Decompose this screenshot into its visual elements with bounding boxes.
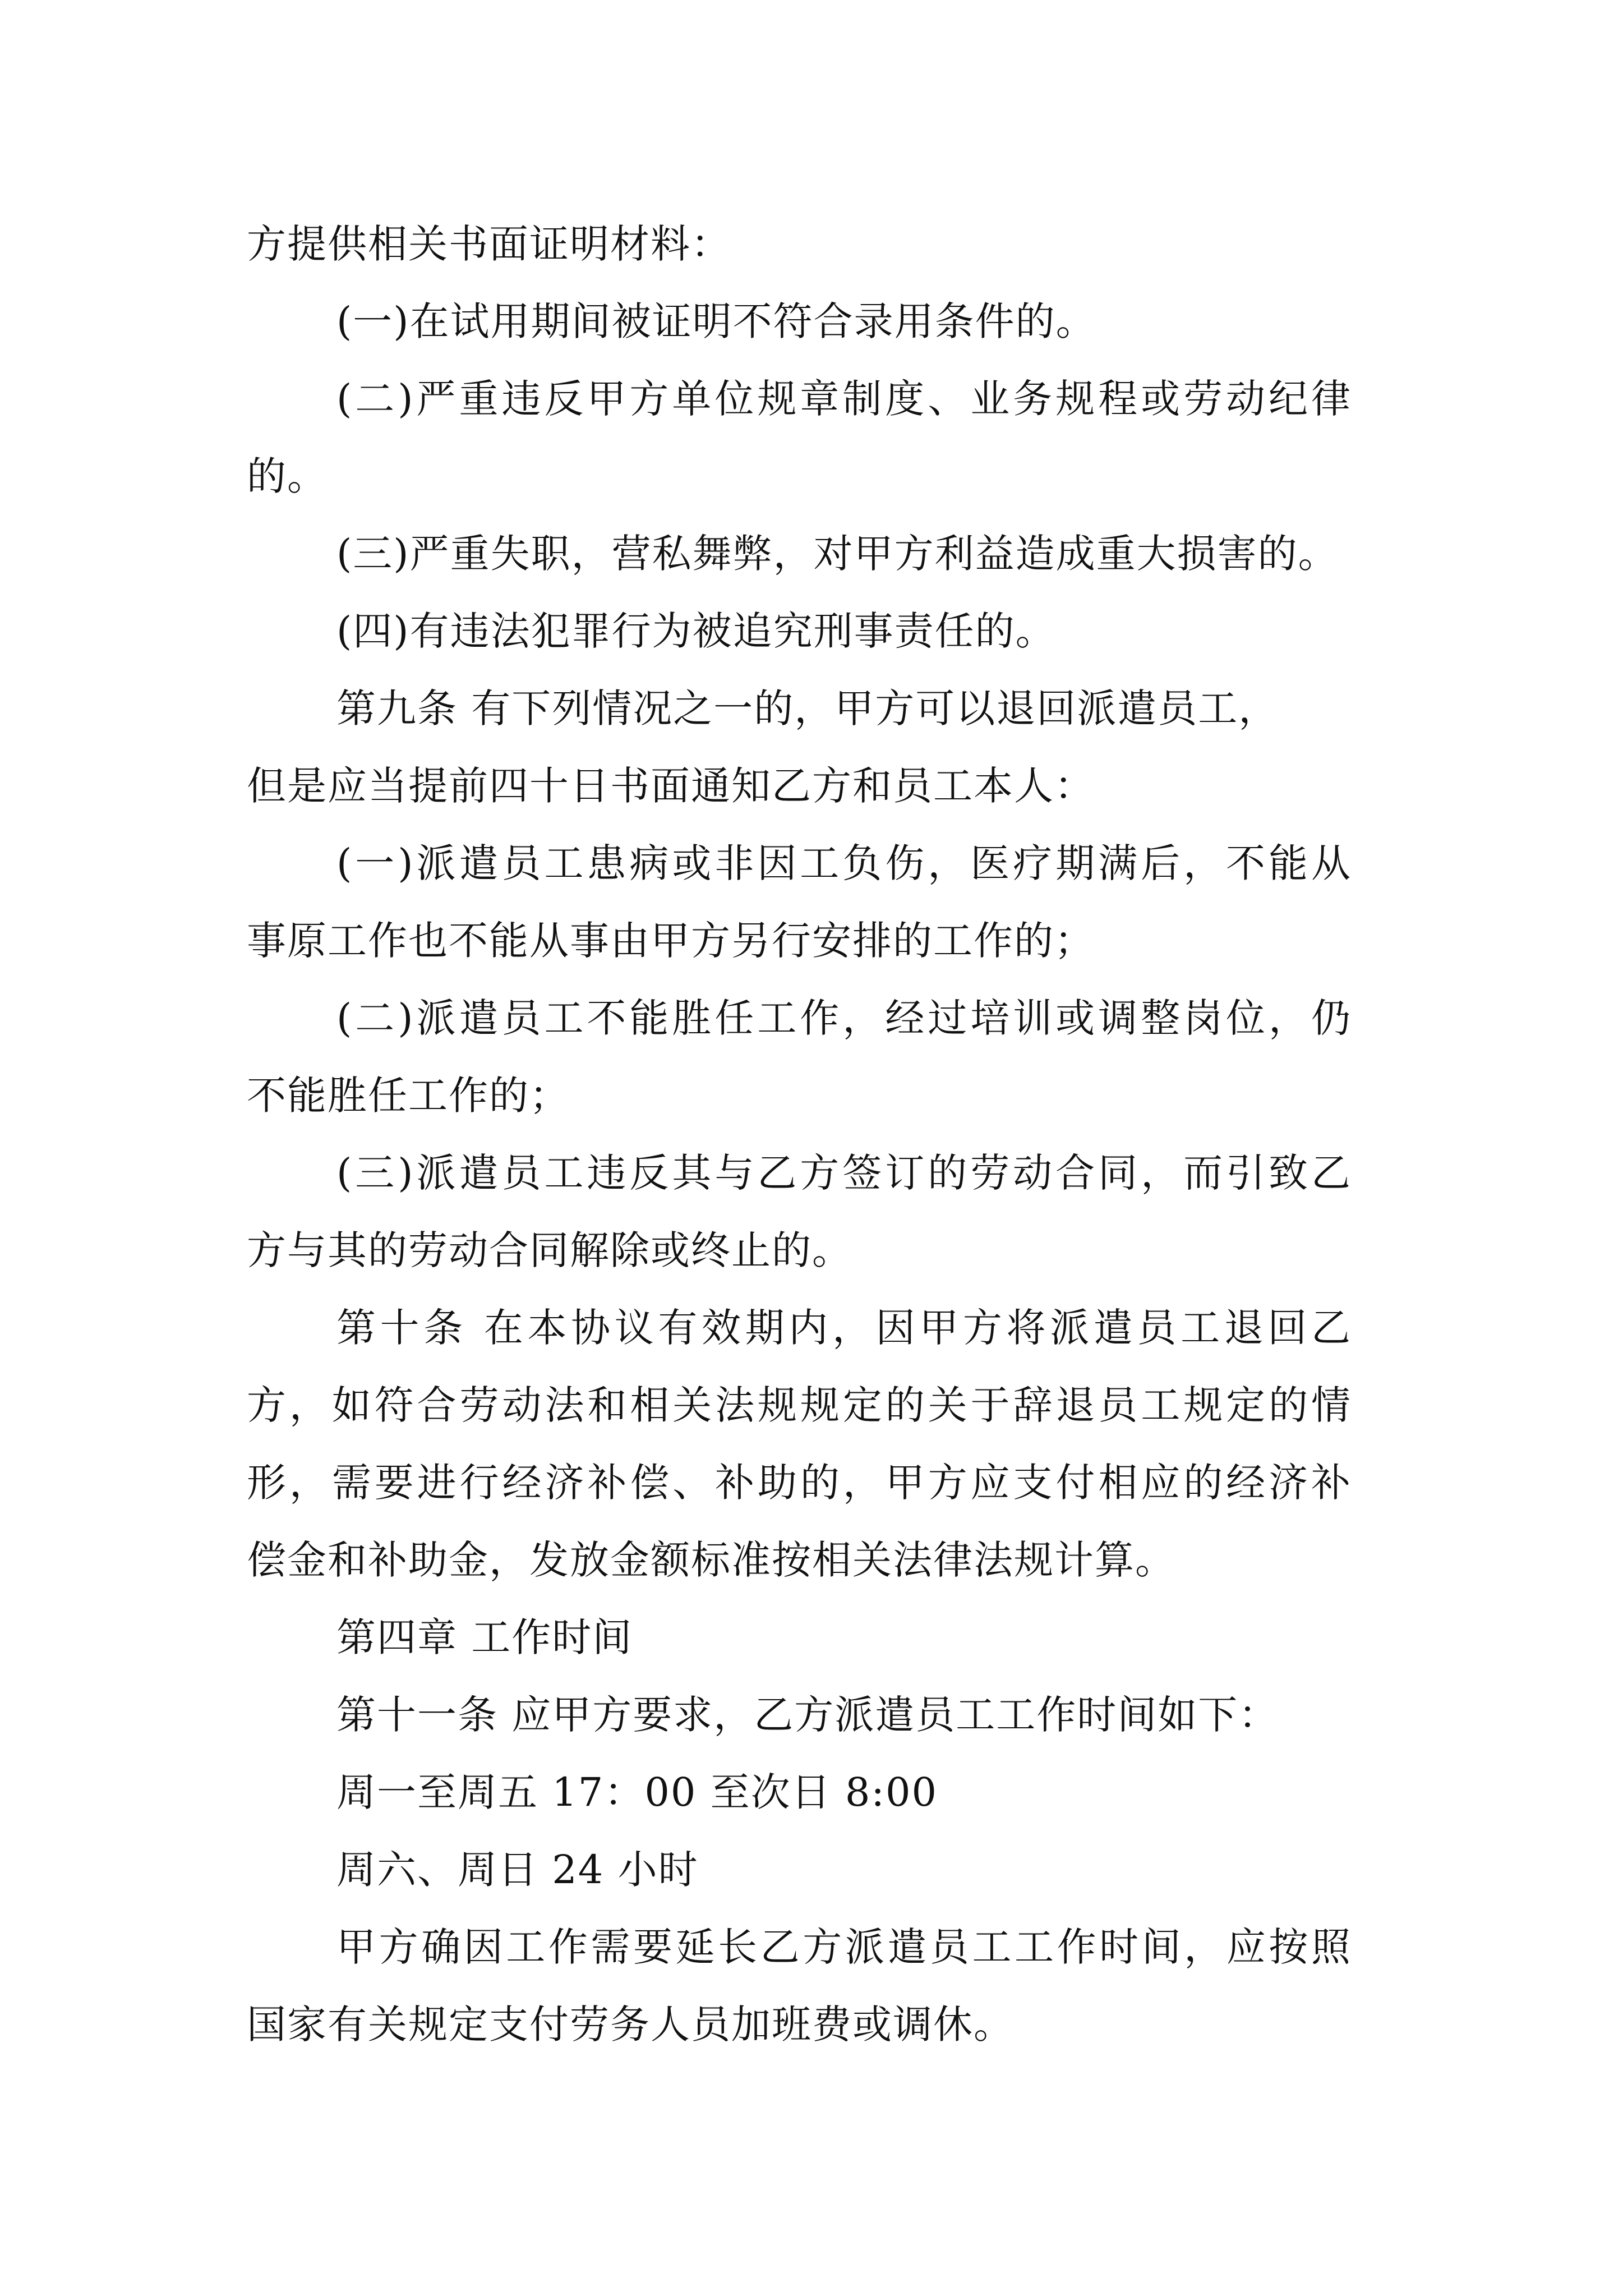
text-line-4: 的。: [247, 453, 328, 499]
text-line-18: 偿金和补助金，发放金额标准按相关法律法规计算。: [247, 1537, 1175, 1583]
text-line-21: 周一至周五 17：00 至次日 8:00: [336, 1769, 938, 1815]
text-line-20: 第十一条 应甲方要求，乙方派遣员工工作时间如下：: [336, 1692, 1279, 1738]
text-line-11: (二)派遣员工不能胜任工作，经过培训或调整岗位，仍: [336, 995, 1350, 1041]
text-line-2: (一)在试用期间被证明不符合录用条件的。: [336, 298, 1096, 344]
text-line-13: (三)派遣员工违反其与乙方签订的劳动合同，而引致乙: [336, 1150, 1350, 1196]
text-line-3: (二)严重违反甲方单位规章制度、业务规程或劳动纪律: [336, 376, 1350, 422]
text-line-16: 方，如符合劳动法和相关法规规定的关于辞退员工规定的情: [247, 1382, 1350, 1428]
text-line-1: 方提供相关书面证明材料：: [247, 221, 731, 267]
text-line-5: (三)严重失职，营私舞弊，对甲方利益造成重大损害的。: [336, 531, 1339, 577]
text-line-19: 第四章 工作时间: [336, 1614, 633, 1660]
text-line-6: (四)有违法犯罪行为被追究刑事责任的。: [336, 608, 1056, 654]
text-line-17: 形，需要进行经济补偿、补助的，甲方应支付相应的经济补: [247, 1460, 1350, 1506]
text-line-24: 国家有关规定支付劳务人员加班费或调休。: [247, 2001, 1014, 2047]
text-line-22: 周六、周日 24 小时: [336, 1847, 699, 1893]
text-line-10: 事原工作也不能从事由甲方另行安排的工作的；: [247, 918, 1095, 964]
text-line-7: 第九条 有下列情况之一的，甲方可以退回派遣员工，: [336, 685, 1279, 731]
text-line-14: 方与其的劳动合同解除或终止的。: [247, 1227, 852, 1273]
text-line-23: 甲方确因工作需要延长乙方派遣员工工作时间，应按照: [336, 1924, 1350, 1970]
text-line-15: 第十条 在本协议有效期内，因甲方将派遣员工退回乙: [336, 1305, 1350, 1351]
text-line-9: (一)派遣员工患病或非因工负伤，医疗期满后，不能从: [336, 840, 1350, 886]
text-line-8: 但是应当提前四十日书面通知乙方和员工本人：: [247, 763, 1095, 809]
text-line-12: 不能胜任工作的；: [247, 1073, 570, 1119]
